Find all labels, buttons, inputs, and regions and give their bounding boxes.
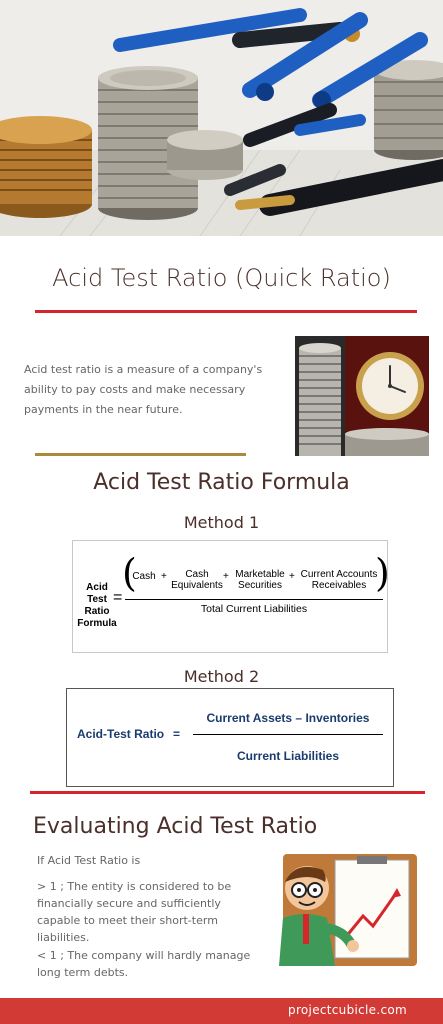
term-cash-equiv-line2: Equivalents	[171, 580, 223, 591]
method2-label: Method 2	[183, 667, 260, 686]
cartoon-illustration	[265, 848, 425, 978]
term-marketable-line1: Marketable	[235, 569, 285, 580]
term-cash-equiv-line1: Cash	[185, 569, 209, 580]
footer-site: projectcubicle.com	[288, 1003, 407, 1017]
cartoon-man-chart	[265, 848, 425, 978]
evaluation-greater: > 1 ; The entity is considered to be financially secure and sufficiently capable to meet their short-term liabilities.	[37, 880, 232, 944]
evaluation-intro: If Acid Test Ratio is	[37, 854, 141, 867]
plus-1: +	[161, 571, 167, 582]
term-current-accounts-receivables	[297, 569, 381, 591]
formula-left-label-line3: Formula	[77, 618, 117, 629]
close-paren: )	[375, 551, 390, 595]
hero-illustration	[0, 0, 443, 236]
formula2-left: Acid-Test Ratio	[77, 727, 165, 741]
evaluation-divider	[30, 791, 425, 794]
coins-clock-image	[295, 336, 429, 456]
formula2-numerator: Current Assets – Inventories	[206, 711, 370, 725]
term-cash	[131, 571, 157, 582]
gold-coins	[0, 116, 92, 218]
intro-text: Acid test ratio is a measure of a company's ability to pay costs and make necessary payments in the near future.	[24, 363, 263, 416]
section-divider-gold	[35, 453, 246, 456]
plus-2: +	[223, 571, 229, 582]
term-cash-equivalents	[169, 569, 225, 591]
method1-label: Method 1	[183, 513, 260, 532]
coins-clock-illustration	[295, 336, 429, 456]
formula-title: Acid Test Ratio Formula	[93, 470, 350, 495]
plus-3: +	[289, 571, 295, 582]
formula1-denominator: Total Current Liabilities	[200, 603, 308, 615]
formula-left-label-line2: Ratio	[84, 606, 110, 617]
term-receivables-line2: Receivables	[311, 580, 367, 591]
formula2-denominator: Current Liabilities	[236, 749, 340, 763]
method1-formula-box	[72, 540, 388, 653]
term-cash-line1: Cash	[132, 571, 156, 582]
page-title: Acid Test Ratio (Quick Ratio)	[52, 264, 391, 292]
formula-left-label-line1: Acid Test	[86, 582, 108, 605]
term-receivables-line1: Current Accounts	[300, 569, 378, 580]
formula-equals: =	[113, 589, 123, 606]
hero-image-coins-pens	[0, 0, 443, 236]
formula2-equals: =	[173, 727, 181, 741]
footer-bar	[0, 998, 443, 1024]
formula2-fraction-bar	[193, 734, 383, 735]
evaluation-title: Evaluating Acid Test Ratio	[33, 814, 318, 839]
formula1-fraction-bar	[125, 599, 383, 600]
open-paren: (	[122, 551, 137, 595]
term-marketable-securities	[231, 569, 289, 591]
evaluation-less: < 1 ; The company will hardly manage long term debts.	[37, 949, 251, 979]
title-divider	[35, 310, 417, 313]
term-marketable-line2: Securities	[238, 580, 282, 591]
method2-formula-box	[66, 688, 394, 787]
